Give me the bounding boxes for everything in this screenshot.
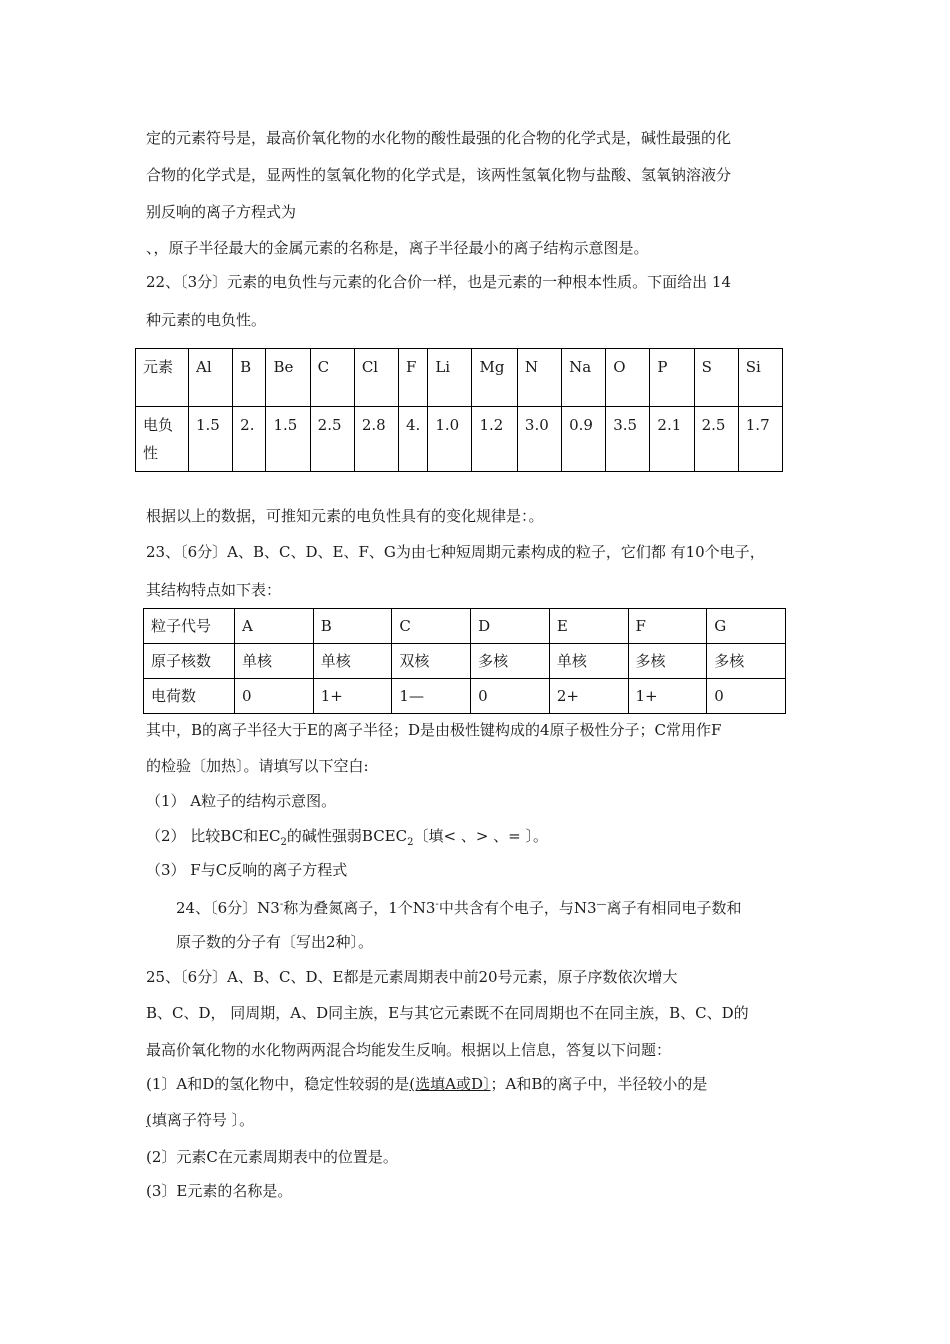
table-cell: N: [517, 349, 561, 407]
table-cell: 2+: [549, 679, 628, 714]
question-23-sub3: （3） F与C反响的离子方程式: [146, 861, 348, 879]
table-cell: D: [471, 609, 550, 644]
particle-table: [143, 608, 786, 714]
table-cell: Cl: [354, 349, 398, 407]
table-cell: E: [549, 609, 628, 644]
table-cell: 2.5: [310, 407, 354, 472]
table-cell: 多核: [628, 644, 707, 679]
subscript: 2: [280, 837, 287, 848]
table-cell: 电荷数: [144, 679, 235, 714]
table-cell: 0: [471, 679, 550, 714]
subscript: 2: [407, 837, 414, 848]
table-cell: 0: [707, 679, 786, 714]
text-line: 合物的化学式是，显两性的氢氧化物的化学式是，该两性氢氧化物与盐酸、氢氧钠溶液分: [146, 166, 732, 184]
table-cell: 4.: [399, 407, 428, 472]
superscript: -: [279, 899, 284, 910]
question-23-stem: 其结构特点如下表：: [146, 581, 282, 599]
table-cell: A: [235, 609, 314, 644]
table-cell: Si: [738, 349, 782, 407]
text-span: 中共含有个电子，与N3: [438, 899, 597, 917]
underlined-text: (: [146, 1111, 152, 1129]
text-span: 称为叠氮离子，1个N3: [283, 899, 436, 917]
text-span: 的碱性强弱BCEC: [286, 827, 408, 845]
table-cell: Na: [562, 349, 606, 407]
text-line: 别反响的离子方程式为: [146, 203, 297, 221]
table-cell: 3.0: [517, 407, 561, 472]
table-cell: 双核: [392, 644, 471, 679]
table-cell: Al: [189, 349, 233, 407]
table-cell: S: [694, 349, 738, 407]
table-cell: 单核: [313, 644, 392, 679]
table-cell: 0.9: [562, 407, 606, 472]
table-cell: F: [628, 609, 707, 644]
table-cell: G: [707, 609, 786, 644]
table-cell: 电负性: [136, 407, 189, 472]
text-line: 、，原子半径最大的金属元素的名称是，离子半径最小的离子结构示意图是。: [146, 239, 649, 257]
text-span: (1〕A和D的氢化物中，稳定性较弱的是: [146, 1075, 410, 1093]
table-cell: B: [233, 349, 266, 407]
superscript: -: [435, 899, 439, 910]
question-25-stem: 最高价氧化物的水化物两两混合均能发生反响。根据以上信息，答复以下问题：: [146, 1041, 672, 1059]
text-span: 填离子符号 〕。: [151, 1111, 255, 1129]
table-cell: 1.2: [472, 407, 517, 472]
table-cell: 2.: [233, 407, 266, 472]
table-cell: 3.5: [606, 407, 650, 472]
table-cell: 1+: [628, 679, 707, 714]
table-cell: 1.7: [738, 407, 782, 472]
text-span: 离子有相同电子数和: [606, 899, 742, 917]
question-24-stem: [176, 895, 742, 918]
question-25-sub3: (3〕E元素的名称是。: [146, 1182, 293, 1200]
table-cell: Be: [266, 349, 310, 407]
table-cell: 粒子代号: [144, 609, 235, 644]
question-25-sub1-cont: [146, 1110, 254, 1130]
table-cell: O: [606, 349, 650, 407]
table-cell: 1—: [392, 679, 471, 714]
table-row: [144, 609, 786, 644]
table-cell: 2.1: [650, 407, 694, 472]
table-cell: 多核: [707, 644, 786, 679]
table-cell: 2.5: [694, 407, 738, 472]
text-span: ；A和B的离子中，半径较小的是: [490, 1075, 708, 1093]
text-line: 定的元素符号是，最高价氧化物的水化物的酸性最强的化合物的化学式是，碱性最强的化: [146, 129, 732, 147]
table-cell: 多核: [471, 644, 550, 679]
question-23-text: 其中，B的离子半径大于E的离子半径；D是由极性键构成的4原子极性分子；C常用作F: [146, 721, 722, 739]
table-cell: 1.0: [428, 407, 472, 472]
table-row: [136, 407, 783, 472]
table-cell: 1.5: [189, 407, 233, 472]
table-cell: C: [310, 349, 354, 407]
question-23-sub2: [146, 826, 548, 853]
table-cell: P: [650, 349, 694, 407]
text-span: 24、〔6分〕N3: [176, 899, 280, 917]
table-cell: 0: [235, 679, 314, 714]
question-25-sub2: (2〕元素C在元素周期表中的位置是。: [146, 1148, 398, 1166]
table-cell: 1.5: [266, 407, 310, 472]
table-row: [136, 349, 783, 407]
table-cell: B: [313, 609, 392, 644]
question-23-sub1: （1） A粒子的结构示意图。: [146, 792, 337, 810]
electronegativity-table: [135, 348, 783, 472]
question-25-sub1: [146, 1074, 707, 1094]
table-row: [144, 679, 786, 714]
table-cell: Li: [428, 349, 472, 407]
superscript: —: [596, 899, 607, 910]
table-cell: 元素: [136, 349, 189, 407]
question-25-stem: 25、〔6分〕A、B、C、D、E都是元素周期表中前20号元素，原子序数依次增大: [146, 968, 678, 986]
table-cell: 2.8: [354, 407, 398, 472]
table-cell: 原子核数: [144, 644, 235, 679]
question-22-stem: 种元素的电负性。: [146, 311, 267, 329]
table-cell: 单核: [549, 644, 628, 679]
underlined-text: (选填A或D〕: [409, 1075, 491, 1093]
question-24-stem: 原子数的分子有〔写出2种〕。: [176, 933, 374, 951]
text-span: 〔填< 、> 、= 〕。: [413, 827, 549, 845]
table-row: [144, 644, 786, 679]
question-22-stem: 22、〔3分〕元素的电负性与元素的化合价一样，也是元素的一种根本性质。下面给出 14: [146, 273, 731, 291]
table-cell: Mg: [472, 349, 517, 407]
table-cell: 单核: [235, 644, 314, 679]
question-23-stem: 23、〔6分〕A、B、C、D、E、F、G为由七种短周期元素构成的粒子，它们都 有10个电子，: [146, 543, 765, 561]
text-span: （2） 比较BC和EC: [146, 827, 281, 845]
question-23-text: 的检验〔加热〕。请填写以下空白:: [146, 757, 369, 775]
table-cell: F: [399, 349, 428, 407]
table-cell: 1+: [313, 679, 392, 714]
table-cell: C: [392, 609, 471, 644]
question-25-stem: B、C、D， 同周期，A、D同主族，E与其它元素既不在同周期也不在同主族，B、C、D的: [146, 1004, 749, 1022]
question-22-conclusion: 根据以上的数据，可推知元素的电负性具有的变化规律是：。: [146, 507, 544, 525]
